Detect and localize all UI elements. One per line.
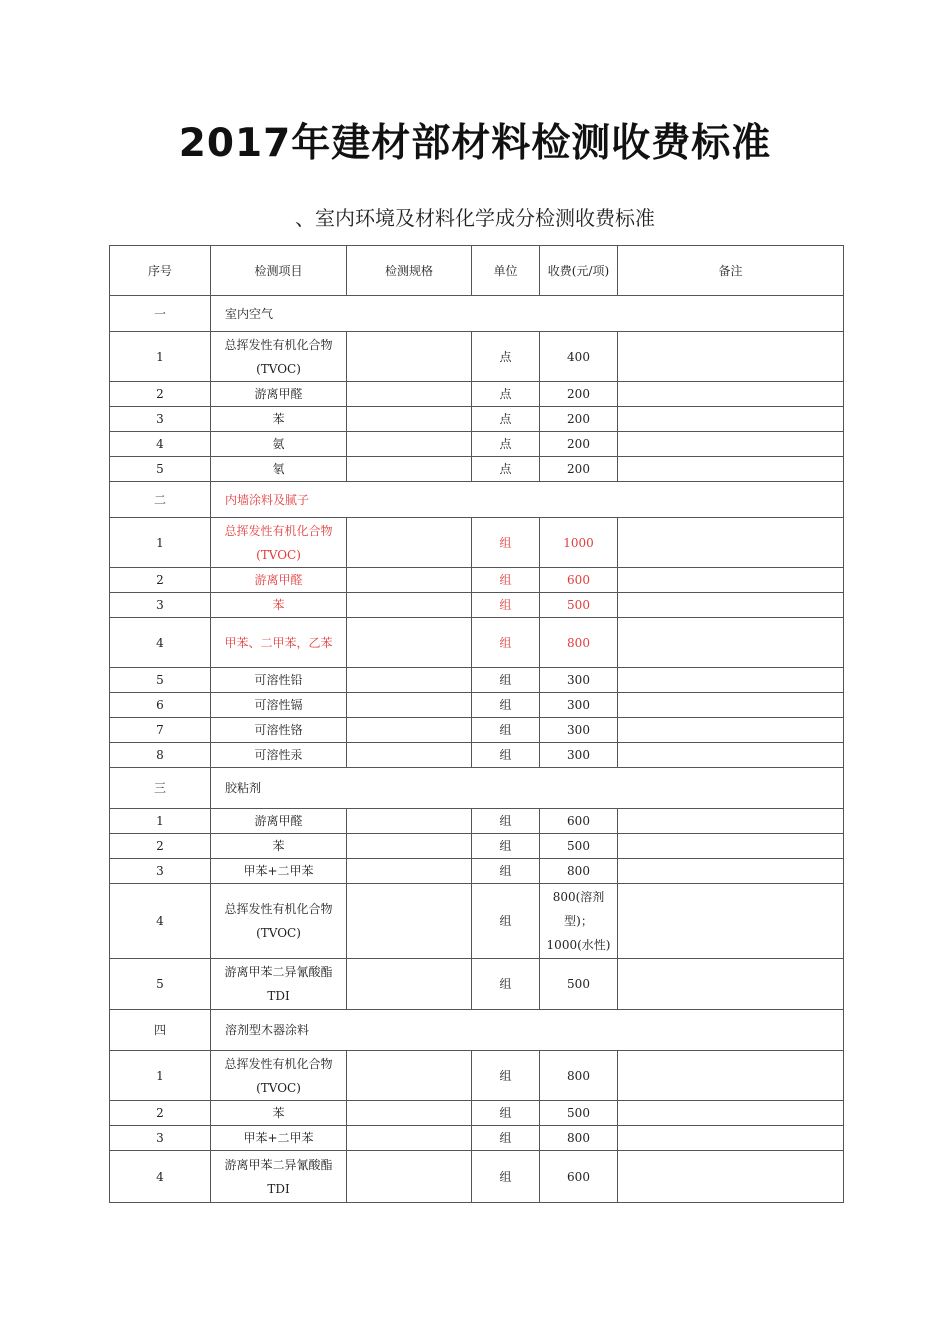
row-item: 氡 — [211, 457, 347, 482]
row-fee: 400 — [540, 332, 618, 382]
row-spec — [347, 743, 472, 768]
row-fee: 500 — [540, 1101, 618, 1126]
row-seq: 3 — [110, 593, 211, 618]
row-fee: 300 — [540, 743, 618, 768]
row-spec — [347, 668, 472, 693]
row-fee: 800(溶剂型)；1000(水性) — [540, 884, 618, 959]
table-row — [110, 834, 844, 859]
row-seq: 1 — [110, 1051, 211, 1101]
row-spec — [347, 718, 472, 743]
fee-table — [109, 245, 844, 1203]
row-seq: 2 — [110, 1101, 211, 1126]
table-row — [110, 959, 844, 1010]
row-spec — [347, 432, 472, 457]
section-name: 内墙涂料及腻子 — [211, 482, 844, 518]
row-seq: 4 — [110, 1151, 211, 1203]
section-name: 室内空气 — [211, 296, 844, 332]
row-fee: 800 — [540, 1051, 618, 1101]
row-unit: 点 — [472, 407, 540, 432]
section-seq: 三 — [110, 768, 211, 809]
table-row — [110, 1101, 844, 1126]
row-unit: 点 — [472, 382, 540, 407]
section-seq: 四 — [110, 1010, 211, 1051]
row-note — [618, 618, 844, 668]
row-fee: 300 — [540, 668, 618, 693]
row-item: 甲苯+二甲苯 — [211, 859, 347, 884]
row-unit: 组 — [472, 1151, 540, 1203]
row-item: 苯 — [211, 1101, 347, 1126]
row-note — [618, 809, 844, 834]
row-fee: 600 — [540, 1151, 618, 1203]
row-note — [618, 1126, 844, 1151]
row-spec — [347, 809, 472, 834]
row-unit: 组 — [472, 1126, 540, 1151]
row-note — [618, 884, 844, 959]
section-name: 胶粘剂 — [211, 768, 844, 809]
header-item: 检测项目 — [211, 246, 347, 296]
row-item: 可溶性镉 — [211, 693, 347, 718]
row-spec — [347, 884, 472, 959]
row-item: 可溶性铅 — [211, 668, 347, 693]
row-note — [618, 834, 844, 859]
row-seq: 2 — [110, 568, 211, 593]
row-item: 苯 — [211, 593, 347, 618]
row-item: 甲苯、二甲苯，乙苯 — [211, 618, 347, 668]
row-seq: 2 — [110, 382, 211, 407]
row-unit: 点 — [472, 332, 540, 382]
document-subtitle: 、室内环境及材料化学成分检测收费标准 — [295, 206, 655, 230]
table-row — [110, 618, 844, 668]
row-note — [618, 743, 844, 768]
table-row — [110, 668, 844, 693]
row-spec — [347, 618, 472, 668]
section-name: 溶剂型木器涂料 — [211, 1010, 844, 1051]
row-seq: 5 — [110, 457, 211, 482]
row-unit: 组 — [472, 568, 540, 593]
row-seq: 1 — [110, 809, 211, 834]
row-fee: 200 — [540, 407, 618, 432]
section-row — [110, 296, 844, 332]
row-spec — [347, 959, 472, 1010]
row-note — [618, 1151, 844, 1203]
row-note — [618, 432, 844, 457]
row-spec — [347, 1051, 472, 1101]
header-fee: 收费(元/项) — [540, 246, 618, 296]
header-unit: 单位 — [472, 246, 540, 296]
row-unit: 点 — [472, 457, 540, 482]
row-item: 苯 — [211, 407, 347, 432]
table-row — [110, 809, 844, 834]
row-note — [618, 959, 844, 1010]
row-note — [618, 1101, 844, 1126]
row-seq: 8 — [110, 743, 211, 768]
row-seq: 3 — [110, 859, 211, 884]
row-item: 游离甲醛 — [211, 382, 347, 407]
table-row — [110, 859, 844, 884]
row-spec — [347, 693, 472, 718]
row-item: 游离甲苯二异氰酸酯TDI — [211, 959, 347, 1010]
section-seq: 一 — [110, 296, 211, 332]
row-note — [618, 568, 844, 593]
row-unit: 组 — [472, 618, 540, 668]
row-seq: 3 — [110, 1126, 211, 1151]
row-unit: 组 — [472, 668, 540, 693]
row-item: 游离甲苯二异氰酸酯TDI — [211, 1151, 347, 1203]
row-fee: 800 — [540, 618, 618, 668]
row-spec — [347, 1151, 472, 1203]
row-seq: 4 — [110, 618, 211, 668]
row-fee: 800 — [540, 1126, 618, 1151]
row-item: 总挥发性有机化合物(TVOC) — [211, 1051, 347, 1101]
row-spec — [347, 518, 472, 568]
row-item: 总挥发性有机化合物(TVOC) — [211, 518, 347, 568]
row-note — [618, 518, 844, 568]
row-note — [618, 457, 844, 482]
table-row — [110, 457, 844, 482]
header-seq: 序号 — [110, 246, 211, 296]
table-header-row — [110, 246, 844, 296]
row-unit: 组 — [472, 1101, 540, 1126]
row-unit: 组 — [472, 809, 540, 834]
row-fee: 200 — [540, 382, 618, 407]
row-note — [618, 593, 844, 618]
row-seq: 4 — [110, 432, 211, 457]
row-note — [618, 1051, 844, 1101]
row-unit: 组 — [472, 743, 540, 768]
row-note — [618, 407, 844, 432]
row-seq: 2 — [110, 834, 211, 859]
section-row — [110, 768, 844, 809]
row-spec — [347, 332, 472, 382]
row-item: 游离甲醛 — [211, 568, 347, 593]
row-fee: 300 — [540, 718, 618, 743]
row-note — [618, 693, 844, 718]
row-note — [618, 382, 844, 407]
row-spec — [347, 1126, 472, 1151]
row-spec — [347, 382, 472, 407]
table-row — [110, 693, 844, 718]
table-row — [110, 884, 844, 959]
row-fee: 500 — [540, 834, 618, 859]
row-fee: 500 — [540, 593, 618, 618]
row-seq: 5 — [110, 959, 211, 1010]
row-spec — [347, 568, 472, 593]
row-spec — [347, 593, 472, 618]
row-fee: 1000 — [540, 518, 618, 568]
row-spec — [347, 834, 472, 859]
row-unit: 组 — [472, 593, 540, 618]
row-fee: 600 — [540, 568, 618, 593]
section-row — [110, 482, 844, 518]
row-note — [618, 718, 844, 743]
row-unit: 组 — [472, 834, 540, 859]
table-row — [110, 1051, 844, 1101]
section-row — [110, 1010, 844, 1051]
header-note: 备注 — [618, 246, 844, 296]
table-row — [110, 518, 844, 568]
row-seq: 5 — [110, 668, 211, 693]
table-row — [110, 1126, 844, 1151]
row-spec — [347, 457, 472, 482]
row-seq: 3 — [110, 407, 211, 432]
row-note — [618, 332, 844, 382]
row-note — [618, 668, 844, 693]
row-fee: 200 — [540, 432, 618, 457]
row-unit: 组 — [472, 959, 540, 1010]
row-fee: 500 — [540, 959, 618, 1010]
row-unit: 组 — [472, 718, 540, 743]
row-unit: 组 — [472, 1051, 540, 1101]
table-row — [110, 593, 844, 618]
row-unit: 组 — [472, 693, 540, 718]
row-unit: 组 — [472, 518, 540, 568]
table-row — [110, 432, 844, 457]
row-item: 总挥发性有机化合物(TVOC) — [211, 884, 347, 959]
row-spec — [347, 1101, 472, 1126]
row-unit: 点 — [472, 432, 540, 457]
table-row — [110, 332, 844, 382]
header-spec: 检测规格 — [347, 246, 472, 296]
row-seq: 6 — [110, 693, 211, 718]
row-seq: 1 — [110, 518, 211, 568]
row-note — [618, 859, 844, 884]
row-seq: 7 — [110, 718, 211, 743]
row-fee: 300 — [540, 693, 618, 718]
table-row — [110, 743, 844, 768]
row-seq: 1 — [110, 332, 211, 382]
row-fee: 600 — [540, 809, 618, 834]
row-item: 甲苯+二甲苯 — [211, 1126, 347, 1151]
table-row — [110, 407, 844, 432]
row-spec — [347, 859, 472, 884]
row-unit: 组 — [472, 884, 540, 959]
row-item: 可溶性铬 — [211, 718, 347, 743]
table-row — [110, 1151, 844, 1203]
row-item: 可溶性汞 — [211, 743, 347, 768]
row-item: 游离甲醛 — [211, 809, 347, 834]
row-item: 氨 — [211, 432, 347, 457]
row-seq: 4 — [110, 884, 211, 959]
table-row — [110, 382, 844, 407]
section-seq: 二 — [110, 482, 211, 518]
table-row — [110, 568, 844, 593]
row-unit: 组 — [472, 859, 540, 884]
row-item: 总挥发性有机化合物(TVOC) — [211, 332, 347, 382]
row-item: 苯 — [211, 834, 347, 859]
row-fee: 800 — [540, 859, 618, 884]
row-fee: 200 — [540, 457, 618, 482]
row-spec — [347, 407, 472, 432]
table-row — [110, 718, 844, 743]
document-title: 2017年建材部材料检测收费标准 — [178, 121, 772, 166]
